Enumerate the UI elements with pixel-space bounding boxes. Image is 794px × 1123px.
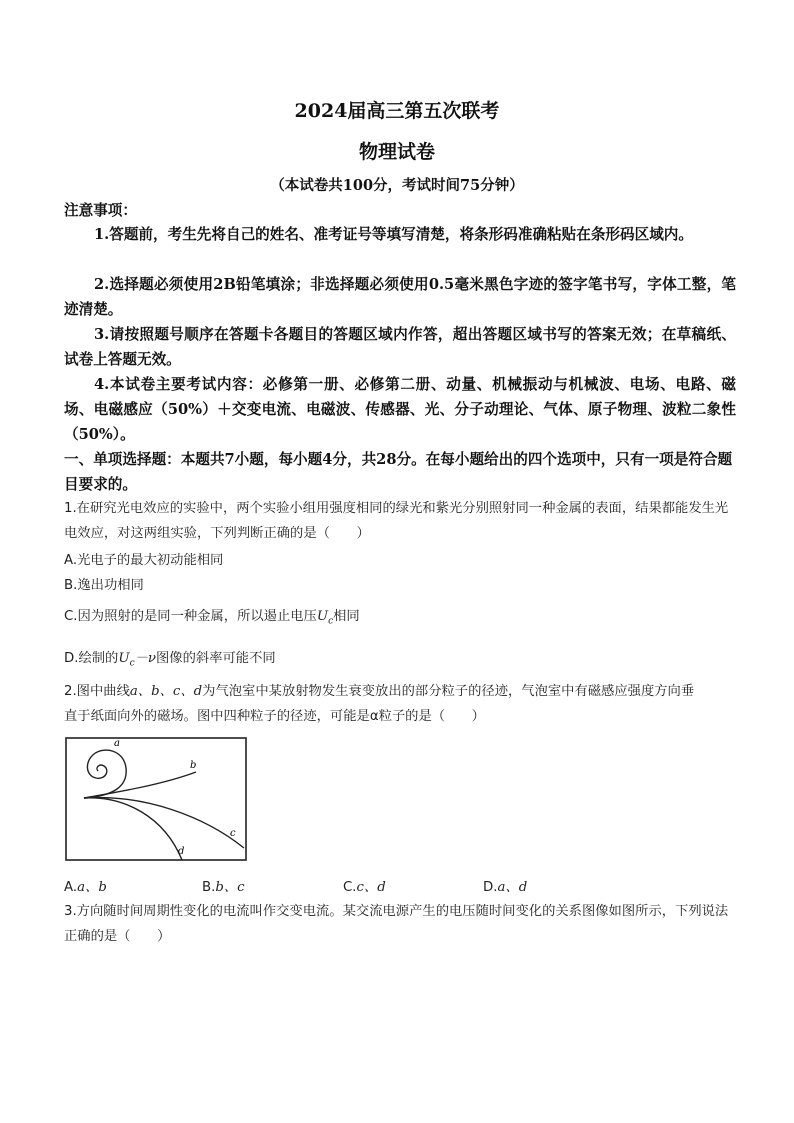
label-b: b xyxy=(190,760,197,771)
bubble-chamber-figure xyxy=(64,736,248,862)
label-c: c xyxy=(230,828,236,839)
notice-item-1: 1.答题前，考生先将自己的姓名、准考证号等填写清楚，将条形码准确粘贴在条形码区域内。 xyxy=(94,226,693,243)
label-d: d xyxy=(178,846,185,857)
question-1-stem: 1.在研究光电效应的实验中，两个实验小组用强度相同的绿光和紫光分别照射同一种金属的表面，结果都能发生光电效应，对这两组实验，下列判断正确的是（ ） xyxy=(64,501,729,541)
q1-option-d: D.绘制的$U_c-\nu$图像的斜率可能不同 xyxy=(64,651,276,669)
exam-title: 2024届高三第五次联考 xyxy=(294,100,500,122)
q2-option-c: C.c、d xyxy=(343,880,386,895)
q2-option-d: D.a、d xyxy=(483,880,528,895)
notice-item-3: 3.请按照题号顺序在答题卡各题目的答题区域内作答，超出答题区域书写的答案无效；在草稿纸、试卷上答题无效。 xyxy=(64,326,736,368)
question-2-stem-line1: 2.图中曲线a、b、c、d为气泡室中某放射物发生衰变放出的部分粒子的径迹，气泡室中有磁感应强度方向垂 xyxy=(64,684,695,699)
figure-frame xyxy=(66,738,246,860)
q1-option-a: A.光电子的最大初动能相同 xyxy=(64,553,224,568)
section-heading: 一、单项选择题：本题共7小题，每小题4分，共28分。在每小题给出的四个选项中，只有一项是符合题目要求的。 xyxy=(64,451,733,493)
notice-heading: 注意事项： xyxy=(64,202,137,219)
label-a: a xyxy=(114,738,120,749)
q2-option-a: A.a、b xyxy=(64,880,107,895)
track-c xyxy=(84,798,244,848)
exam-info: （本试卷共100分，考试时间75分钟） xyxy=(270,177,524,194)
question-2-stem-line2: 直于纸面向外的磁场。图中四种粒子的径迹，可能是α粒子的是（ ） xyxy=(64,709,485,724)
q1-option-c: C.因为照射的是同一种金属，所以遏止电压$U_c$相同 xyxy=(64,609,360,627)
notice-item-2: 2.选择题必须使用2B铅笔填涂；非选择题必须使用0.5毫米黑色字迹的签字笔书写，字体工整，笔迹清楚。 xyxy=(64,276,736,318)
notice-item-4: 4.本试卷主要考试内容：必修第一册、必修第二册、动量、机械振动与机械波、电场、电路、磁场、电磁感应（50%）＋交变电流、电磁波、传感器、光、分子动理论、气体、原子物理、波粒二象性（50%）。 xyxy=(64,376,736,443)
question-3-stem: 3.方向随时间周期性变化的电流叫作交变电流。某交流电源产生的电压随时间变化的关系图像如图所示，下列说法正确的是（ ） xyxy=(64,904,729,944)
q2-option-b: B.b、c xyxy=(202,880,245,895)
q1-option-b: B.逸出功相同 xyxy=(64,578,144,593)
exam-subject: 物理试卷 xyxy=(358,141,435,163)
track-d xyxy=(84,798,185,860)
track-b xyxy=(84,772,196,798)
